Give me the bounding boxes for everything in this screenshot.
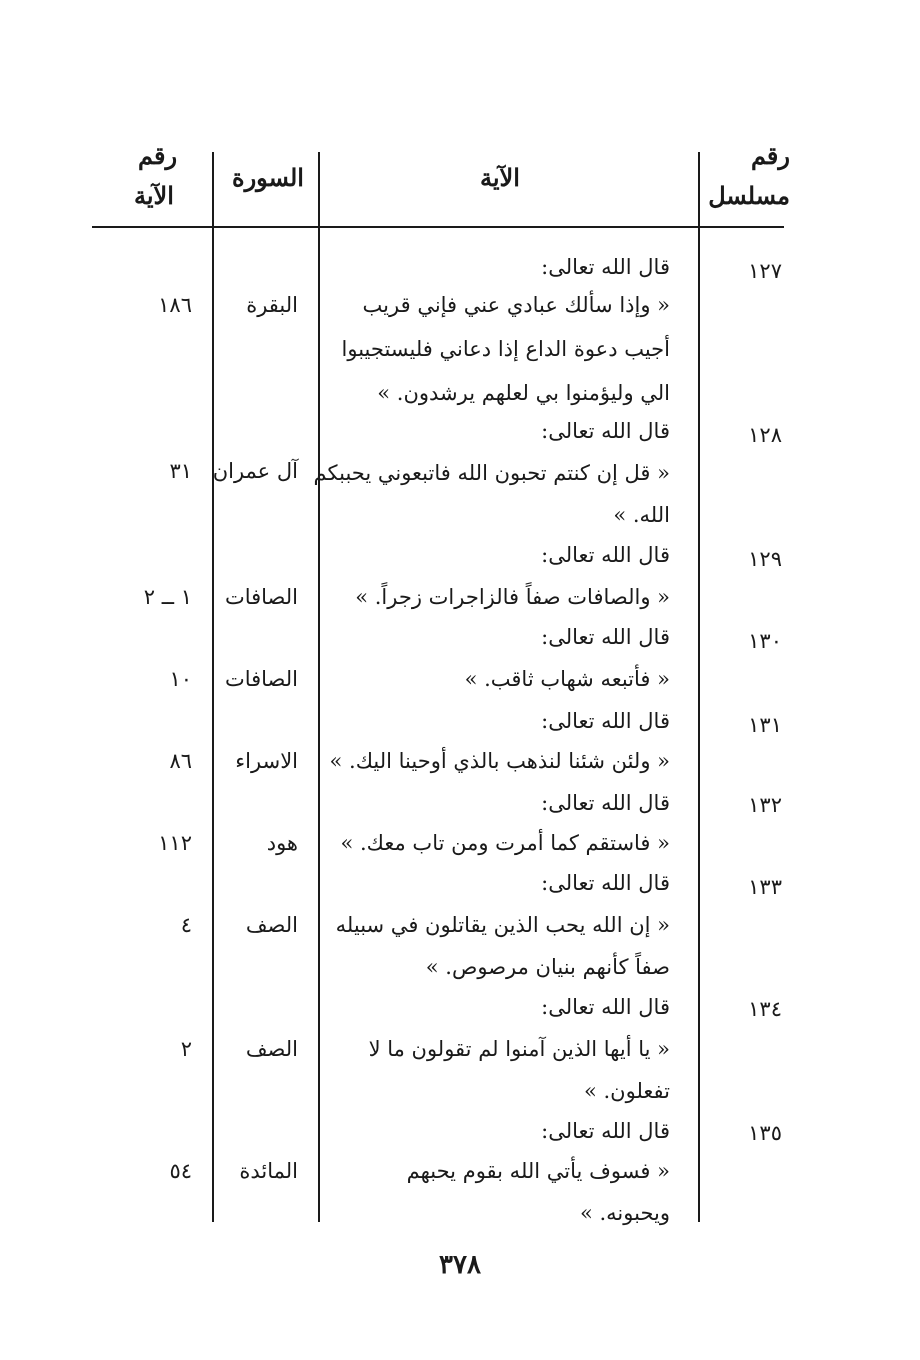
- ayah-line: قال الله تعالى:: [541, 709, 670, 733]
- ayah-line: قال الله تعالى:: [541, 419, 670, 443]
- ayah-line: « ولئن شئنا لنذهب بالذي أوحينا اليك. »: [329, 749, 670, 773]
- serial-number: ١٣٣: [748, 875, 782, 899]
- header-serial-line2: مسلسل: [708, 181, 790, 210]
- surah-name: الصف: [245, 913, 298, 937]
- ayah-line: « وإذا سألك عبادي عني فإني قريب: [362, 293, 670, 317]
- page-number: ٣٧٨: [439, 1250, 481, 1280]
- ayah-line: الي وليؤمنوا بي لعلهم يرشدون. »: [377, 381, 670, 405]
- column-divider-middle: [318, 152, 320, 1222]
- surah-name: الصافات: [224, 585, 298, 609]
- ayah-number: ٤: [180, 913, 192, 937]
- header-surah: السورة: [232, 163, 304, 192]
- serial-number: ١٢٩: [748, 547, 782, 571]
- ayah-line: تفعلون. »: [583, 1079, 670, 1103]
- serial-number: ١٢٨: [748, 423, 782, 447]
- column-divider-left: [212, 152, 214, 1222]
- ayah-number: ١٨٦: [158, 293, 192, 317]
- ayah-line: « قل إن كنتم تحبون الله فاتبعوني يحببكم: [313, 461, 670, 485]
- ayah-number: ١٠: [169, 667, 192, 691]
- ayah-line: قال الله تعالى:: [541, 791, 670, 815]
- serial-number: ١٢٧: [748, 259, 782, 283]
- serial-number: ١٣٠: [748, 629, 782, 653]
- surah-name: آل عمران: [212, 459, 298, 483]
- serial-number: ١٣٤: [748, 997, 782, 1021]
- header-rule: [92, 226, 784, 228]
- ayah-line: قال الله تعالى:: [541, 255, 670, 279]
- ayah-line: قال الله تعالى:: [541, 1119, 670, 1143]
- ayah-line: قال الله تعالى:: [541, 543, 670, 567]
- ayah-line: ويحبونه. »: [579, 1201, 670, 1225]
- surah-name: هود: [266, 831, 298, 855]
- header-ayah-number-line2: الآية: [134, 181, 174, 210]
- ayah-number: ٢: [180, 1037, 192, 1061]
- ayah-line: قال الله تعالى:: [541, 871, 670, 895]
- header-ayah: الآية: [480, 163, 520, 192]
- surah-name: الاسراء: [235, 749, 298, 773]
- serial-number: ١٣٢: [748, 793, 782, 817]
- ayah-line: « فاستقم كما أمرت ومن تاب معك. »: [340, 831, 670, 855]
- surah-name: البقرة: [246, 293, 298, 317]
- ayah-number: ٨٦: [169, 749, 192, 773]
- header-ayah-number-line1: رقم: [138, 141, 178, 170]
- surah-name: الصف: [245, 1037, 298, 1061]
- ayah-line: « فسوف يأتي الله بقوم يحبهم: [406, 1159, 670, 1183]
- ayah-line: الله. »: [613, 503, 670, 527]
- ayah-line: « والصافات صفاً فالزاجرات زجراً. »: [355, 585, 670, 609]
- ayah-number: ١ ــ ٢: [143, 585, 192, 609]
- ayah-number: ٣١: [169, 459, 192, 483]
- ayah-number: ٥٤: [169, 1159, 192, 1183]
- column-divider-right: [698, 152, 700, 1222]
- header-serial-line1: رقم: [750, 141, 790, 170]
- ayah-line: « يا أيها الذين آمنوا لم تقولون ما لا: [368, 1037, 670, 1061]
- serial-number: ١٣١: [748, 713, 782, 737]
- ayah-line: « إن الله يحب الذين يقاتلون في سبيله: [335, 913, 670, 937]
- ayah-line: « فأتبعه شهاب ثاقب. »: [464, 667, 670, 691]
- ayah-line: صفاً كأنهم بنيان مرصوص. »: [425, 955, 670, 979]
- ayah-line: قال الله تعالى:: [541, 995, 670, 1019]
- ayah-line: أجيب دعوة الداع إذا دعاني فليستجيبوا: [341, 337, 670, 361]
- ayah-line: قال الله تعالى:: [541, 625, 670, 649]
- surah-name: الصافات: [224, 667, 298, 691]
- serial-number: ١٣٥: [748, 1121, 782, 1145]
- ayah-number: ١١٢: [158, 831, 192, 855]
- surah-name: المائدة: [239, 1159, 298, 1183]
